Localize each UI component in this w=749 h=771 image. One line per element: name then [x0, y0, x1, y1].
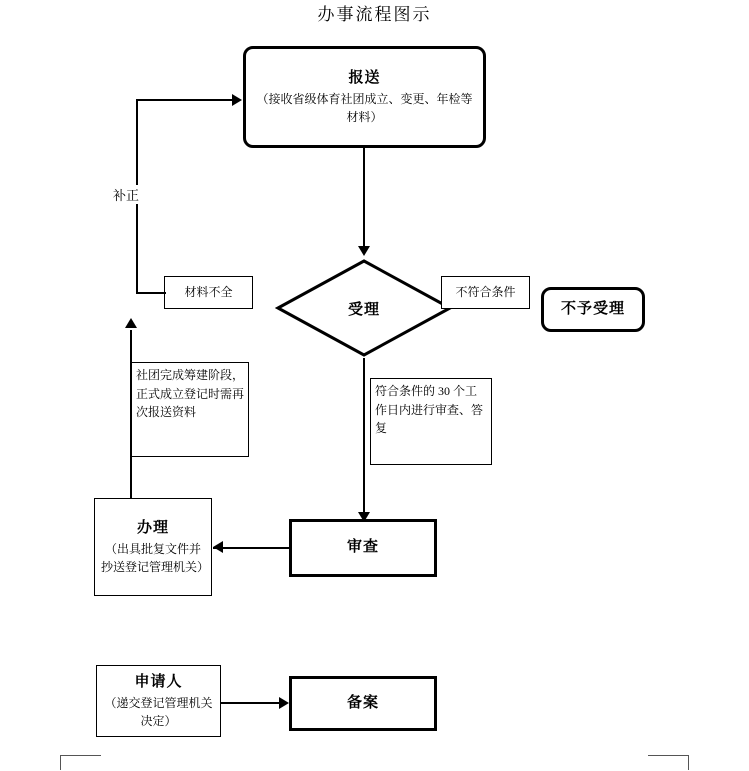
edge-submit-to-accept-arrowhead — [358, 246, 370, 256]
edge-submit-to-accept — [363, 148, 365, 248]
edge-applicant-to-record-arrowhead — [279, 697, 289, 709]
node-handle-subtitle: （出具批复文件并抄送登记管理机关） — [101, 541, 210, 574]
edge-incomplete-left — [136, 292, 166, 294]
node-submit-subtitle: （接收省级体育社团成立、变更、年检等材料） — [256, 91, 473, 124]
node-handle — [94, 498, 212, 596]
label-qualified-note: 符合条件的 30 个工作日内进行审查、答复 — [370, 378, 492, 465]
crop-mark-right-icon — [648, 755, 689, 770]
edge-accept-to-review — [363, 358, 365, 515]
crop-mark-left-icon — [60, 755, 101, 770]
node-not-accept-title: 不予受理 — [560, 300, 625, 317]
node-review — [289, 519, 437, 577]
node-submit — [243, 46, 486, 148]
node-applicant — [96, 665, 221, 737]
node-applicant-title: 申请人 — [134, 674, 183, 691]
page-title: 办事流程图示 — [317, 5, 432, 24]
edge-handle-to-resubmit-arrowhead — [125, 318, 137, 328]
edge-correction-arrowhead — [232, 94, 242, 106]
edge-correction-to-submit — [136, 99, 238, 101]
label-incomplete: 材料不全 — [164, 276, 253, 309]
edge-handle-to-resubmit — [130, 330, 132, 505]
node-review-title: 审查 — [346, 539, 379, 556]
edge-applicant-to-record — [221, 702, 287, 704]
node-not-accept — [541, 287, 645, 332]
label-not-qualified: 不符合条件 — [441, 276, 530, 309]
edge-review-to-handle-arrowhead — [213, 541, 223, 553]
edge-review-to-handle — [213, 547, 289, 549]
node-submit-title: 报送 — [348, 70, 381, 87]
node-accept — [275, 258, 453, 358]
node-accept-title: 受理 — [347, 301, 380, 318]
node-handle-title: 办理 — [136, 520, 169, 537]
label-correction: 补正 — [113, 185, 139, 204]
node-record-title: 备案 — [346, 694, 379, 711]
label-resubmit-note: 社团完成筹建阶段，正式成立登记时需再次报送资料 — [131, 362, 249, 457]
node-record — [289, 676, 437, 731]
node-applicant-subtitle: （递交登记管理机关决定） — [104, 695, 213, 728]
